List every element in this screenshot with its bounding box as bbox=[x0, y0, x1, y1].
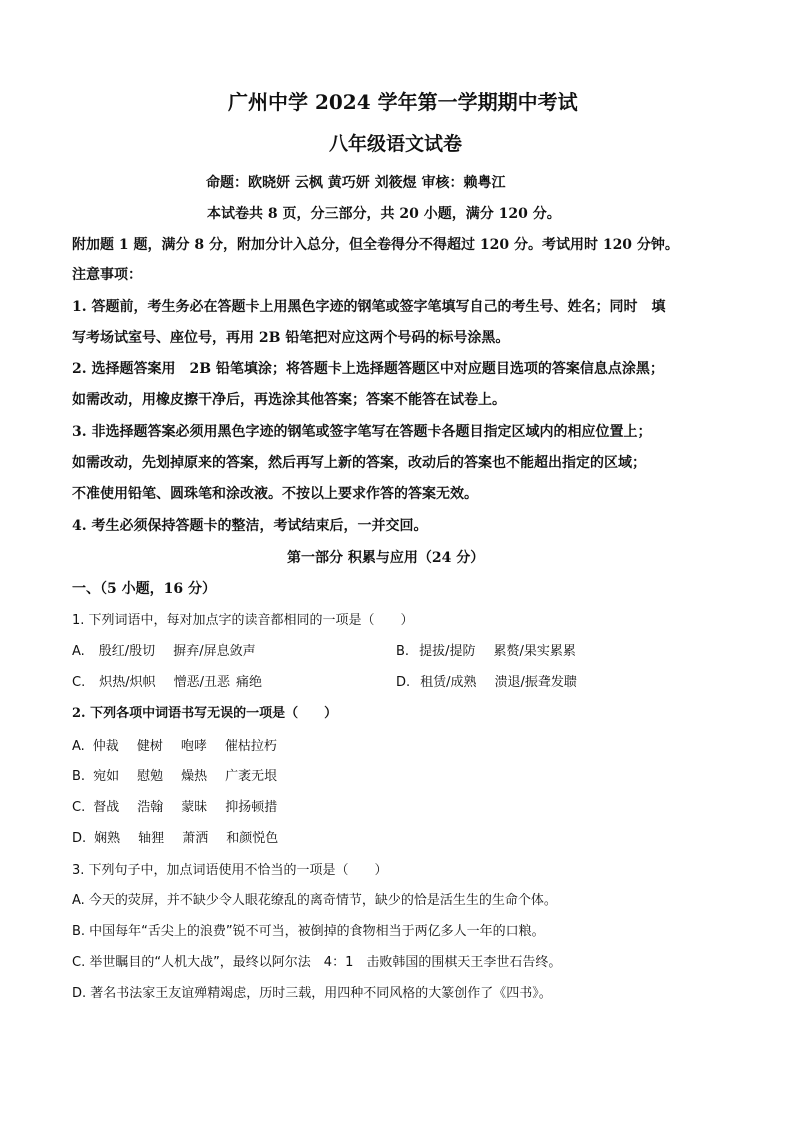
q2-option-d bbox=[72, 832, 296, 845]
q1-option-a bbox=[72, 645, 274, 658]
note-line: 写考场试室号、座位号，再用 2B 铅笔把对应这两个号码的标号涂黑。 bbox=[72, 330, 510, 346]
q3-option-a: A. 今天的荧屏，并不缺少令人眼花缭乱的离奇情节，缺少的恰是活生生的生命个体。 bbox=[72, 893, 557, 908]
note-line: 2. 选择题答案用 2B 铅笔填涂；将答题卡上选择题答题区中对应题目选项的答案信息点涂黑； bbox=[72, 361, 664, 377]
option-letter: D. bbox=[72, 831, 87, 846]
note-line: 如需改动，先划掉原来的答案，然后再写上新的答案，改动后的答案也不能超出指定的区域； bbox=[72, 455, 646, 471]
option-letter: B. bbox=[396, 644, 410, 659]
option-word: 摒弃/屏息敛声 bbox=[173, 644, 256, 659]
option-word: 萧洒 bbox=[182, 831, 209, 846]
note-line: 不准使用铅笔、圆珠笔和涂改液。不按以上要求作答的答案无效。 bbox=[72, 486, 478, 502]
note-line: 如需改动，用橡皮擦干净后，再选涂其他答案；答案不能答在试卷上。 bbox=[72, 392, 506, 408]
option-word: 憎恶/丑恶 bbox=[173, 675, 230, 690]
option-word: 痛绝 bbox=[236, 675, 263, 690]
option-word: 蒙昧 bbox=[181, 800, 208, 815]
exam-summary: 本试卷共 8 页，分三部分，共 20 小题，满分 120 分。 bbox=[207, 206, 561, 222]
option-word: 溃退/振聋发聩 bbox=[494, 675, 577, 690]
note-line: 4. 考生必须保持答题卡的整洁，考试结束后，一并交回。 bbox=[72, 518, 428, 534]
note-line: 1. 答题前，考生务必在答题卡上用黑色字迹的钢笔或签字笔填写自己的考生号、姓名；同时 填 bbox=[72, 299, 666, 315]
option-letter: B. bbox=[72, 769, 86, 784]
option-word: 仲裁 bbox=[92, 739, 119, 754]
option-word: 提拔/提防 bbox=[419, 644, 476, 659]
option-word: 炽热/炽帜 bbox=[99, 675, 156, 690]
exam-bonus: 附加题 1 题，满分 8 分，附加分计入总分，但全卷得分不得超过 120 分。考试用时 120 分钟。 bbox=[72, 237, 679, 253]
section-heading: 一、（5 小题，16 分） bbox=[72, 581, 216, 597]
option-letter: C. bbox=[72, 800, 86, 815]
exam-title: 广州中学 2024 学年第一学期期中考试 bbox=[228, 90, 578, 114]
option-word: 宛如 bbox=[93, 769, 120, 784]
option-word: 轴狸 bbox=[138, 831, 165, 846]
option-letter: C. bbox=[72, 675, 86, 690]
option-word: 催枯拉朽 bbox=[224, 739, 277, 754]
q1-option-d bbox=[396, 676, 595, 689]
notes-heading: 注意事项： bbox=[72, 267, 142, 283]
q3-option-d: D. 著名书法家王友谊殚精竭虑，历时三载，用四种不同风格的大篆创作了《四书》。 bbox=[72, 986, 552, 1001]
option-word: 广袤无垠 bbox=[225, 769, 278, 784]
option-letter: A. bbox=[72, 644, 85, 659]
option-letter: A. bbox=[72, 739, 85, 754]
option-word: 租赁/成熟 bbox=[420, 675, 477, 690]
question-2-stem: 2. 下列各项中词语书写无误的一项是（ ） bbox=[72, 706, 338, 721]
option-word: 抑扬顿措 bbox=[225, 800, 278, 815]
q2-option-c bbox=[72, 801, 295, 814]
q1-option-c bbox=[72, 676, 280, 689]
option-word: 督战 bbox=[93, 800, 120, 815]
option-word: 燥热 bbox=[181, 769, 208, 784]
q2-option-b bbox=[72, 770, 295, 783]
q3-option-b: B. 中国每年“舌尖上的浪费”锐不可当，被倒掉的食物相当于两亿多人一年的口粮。 bbox=[72, 924, 545, 939]
option-word: 咆哮 bbox=[180, 739, 207, 754]
question-1-stem: 1. 下列词语中，每对加点字的读音都相同的一项是（ ） bbox=[72, 613, 414, 628]
q2-option-a bbox=[72, 740, 295, 753]
note-line: 3. 非选择题答案必须用黑色字迹的钢笔或签字笔写在答题卡各题目指定区域内的相应位置上； bbox=[72, 424, 652, 440]
q1-option-b bbox=[396, 645, 594, 658]
option-word: 殷红/殷切 bbox=[98, 644, 156, 659]
exam-authors: 命题：欧晓妍 云枫 黄巧妍 刘筱煜 审核：赖粤江 bbox=[206, 175, 506, 191]
option-word: 累赘/果实累累 bbox=[493, 644, 576, 659]
exam-subtitle: 八年级语文试卷 bbox=[329, 133, 463, 155]
option-letter: D. bbox=[396, 675, 411, 690]
option-word: 浩翰 bbox=[137, 800, 164, 815]
option-word: 和颜悦色 bbox=[226, 831, 279, 846]
option-word: 娴熟 bbox=[94, 831, 121, 846]
question-3-stem: 3. 下列句子中，加点词语使用不恰当的一项是（ ） bbox=[72, 863, 388, 878]
q3-option-c: C. 举世瞩目的“人机大战”，最终以阿尔法 4：1 击败韩国的围棋天王李世石告终。 bbox=[72, 955, 562, 970]
part-heading: 第一部分 积累与应用（24 分） bbox=[287, 550, 485, 566]
option-word: 慰勉 bbox=[137, 769, 164, 784]
option-word: 健树 bbox=[136, 739, 163, 754]
